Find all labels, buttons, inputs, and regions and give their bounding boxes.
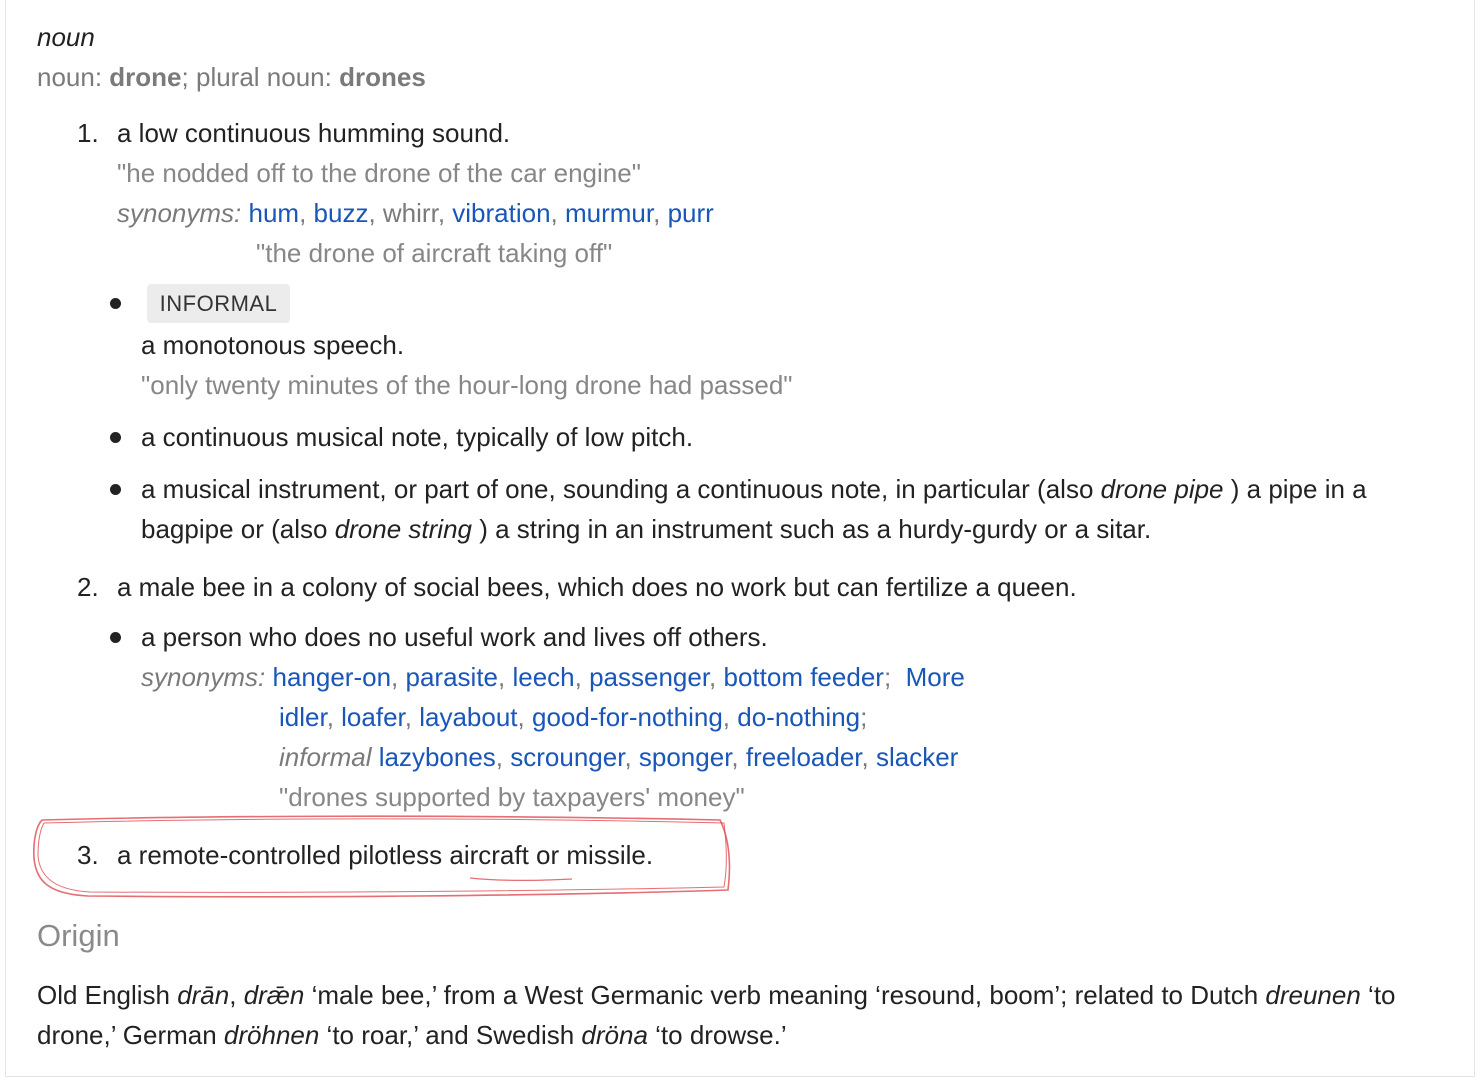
synonym-link[interactable]: hanger-on [272, 662, 392, 692]
synonym-example: "the drone of aircraft taking off" [256, 238, 613, 268]
subsense-definition: a person who does no useful work and lives off others. [141, 622, 768, 652]
synonym-link[interactable]: buzz [313, 198, 369, 228]
part-of-speech: noun [37, 22, 95, 52]
synonyms-label: synonyms: [141, 662, 266, 692]
singular-form: drone [109, 62, 182, 92]
bullet-icon [110, 632, 121, 643]
subsense-example: "drones supported by taxpayers' money" [279, 782, 745, 812]
synonym-link[interactable]: bottom feeder [723, 662, 884, 692]
origin-text-part: ‘to drone,’ German [37, 980, 1396, 1050]
subsense-definition [141, 469, 1431, 549]
origin-text-part: ‘to roar,’ and Swedish [319, 1020, 582, 1050]
plural-form: drones [339, 62, 426, 92]
register-tag: INFORMAL [147, 284, 290, 323]
origin-heading: Origin [37, 918, 120, 953]
dictionary-card [5, 0, 1475, 1077]
synonym-link[interactable]: do-nothing [737, 702, 861, 732]
origin-word: drān [177, 980, 230, 1010]
synonym-link[interactable]: slacker [875, 742, 959, 772]
synonym-link[interactable]: freeloader [745, 742, 862, 772]
origin-text-part: ‘to drowse.’ [647, 1020, 787, 1050]
synonyms-row: synonyms: hanger-on, parasite, leech, passenger, bottom feeder; More [141, 662, 965, 692]
sense-number: 2. [77, 572, 99, 602]
definition-term: drone pipe [1100, 474, 1224, 504]
subsense-definition: a monotonous speech. [141, 330, 405, 360]
subsense-example: "only twenty minutes of the hour-long drone had passed" [141, 370, 793, 400]
synonym-link[interactable]: scrounger [510, 742, 625, 772]
origin-word: drǣn [243, 980, 305, 1010]
definition-text: ) a string in an instrument such as a hurdy-gurdy or a sitar. [472, 514, 1152, 544]
bullet-icon [110, 484, 121, 495]
bullet-icon [110, 298, 121, 309]
synonym-link[interactable]: vibration [452, 198, 551, 228]
synonym-link[interactable]: good-for-nothing [531, 702, 723, 732]
origin-text-part: Old English [37, 980, 178, 1010]
synonym-link[interactable]: passenger [589, 662, 710, 692]
sense-example: "he nodded off to the drone of the car engine" [117, 158, 641, 188]
sense-definition: a remote-controlled pilotless aircraft or missile. [117, 840, 654, 870]
sense-definition: a male bee in a colony of social bees, which does no work but can fertilize a queen. [117, 572, 1077, 602]
synonym-link[interactable]: leech [512, 662, 575, 692]
forms-separator: ; [181, 62, 196, 92]
origin-text-part: ‘male bee,’ from a West Germanic verb meaning ‘resound, boom’; related to Dutch [304, 980, 1266, 1010]
synonym-link[interactable]: lazybones [378, 742, 496, 772]
definition-text: a musical instrument, or part of one, sounding a continuous note, in particular (also [141, 474, 1101, 504]
sense-number: 1. [77, 118, 99, 148]
synonym-link[interactable]: parasite [405, 662, 498, 692]
word-forms [37, 57, 426, 97]
forms-label: noun: [37, 62, 110, 92]
origin-word: dreunen [1265, 980, 1361, 1010]
synonym-link[interactable]: sponger [638, 742, 732, 772]
origin-text [37, 975, 1457, 1055]
synonym-link[interactable]: murmur [565, 198, 654, 228]
synonym-text: whirr [382, 198, 438, 228]
synonyms-row: informal lazybones, scrounger, sponger, freeloader, slacker [279, 742, 959, 772]
synonyms-label: synonyms: [117, 198, 242, 228]
sense-number: 3. [77, 840, 99, 870]
origin-word: dröhnen [223, 1020, 320, 1050]
synonym-link[interactable]: hum [248, 198, 300, 228]
definition-term: drone string [334, 514, 472, 544]
synonym-link[interactable]: loafer [341, 702, 405, 732]
plural-label: plural noun: [195, 62, 340, 92]
synonym-link[interactable]: layabout [419, 702, 518, 732]
origin-word: dröna [581, 1020, 648, 1050]
bullet-icon [110, 432, 121, 443]
synonyms-row: idler, loafer, layabout, good-for-nothing, do-nothing; [279, 702, 868, 732]
definition-text: ) a pipe in a bagpipe or (also [141, 474, 1367, 544]
informal-label: informal [279, 742, 372, 772]
origin-text-part: , [229, 980, 244, 1010]
synonym-link[interactable]: purr [667, 198, 714, 228]
more-synonyms-link[interactable]: More [905, 662, 965, 692]
subsense-definition: a continuous musical note, typically of low pitch. [141, 422, 694, 452]
synonyms-row: synonyms: hum, buzz, whirr, vibration, murmur, purr [117, 198, 714, 228]
sense-definition: a low continuous humming sound. [117, 118, 511, 148]
synonym-link[interactable]: idler [279, 702, 327, 732]
